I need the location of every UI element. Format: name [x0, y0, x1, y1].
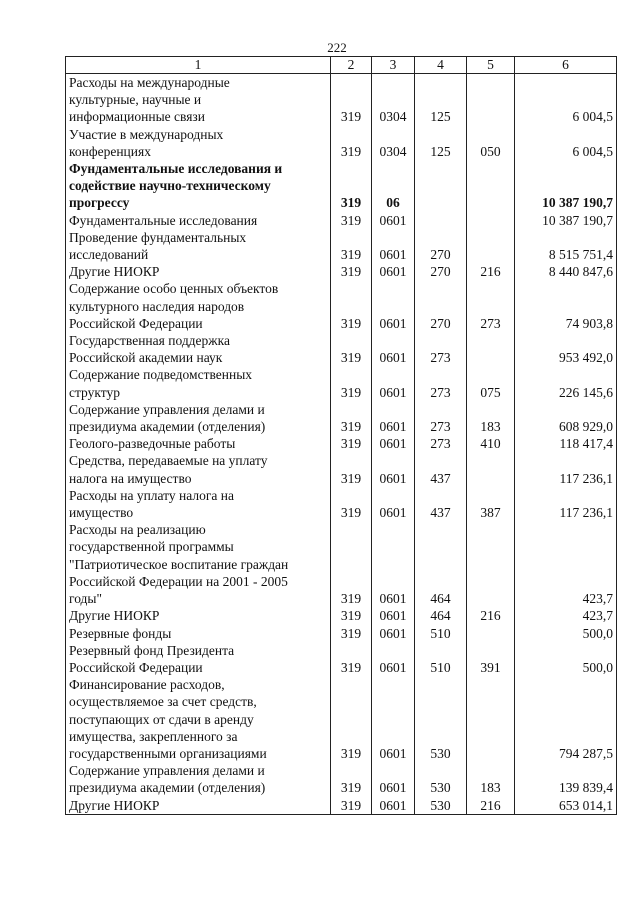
table-row [66, 126, 617, 160]
row-title-line: Резервный фонд Президента [69, 642, 235, 658]
expense-type-code-cell: 391 [467, 642, 515, 676]
row-title [66, 280, 331, 332]
amount-cell: 6 004,5 [515, 126, 617, 160]
table-body [66, 74, 617, 815]
row-title [66, 435, 331, 452]
budget-table [65, 56, 617, 815]
ministry-code-cell: 319 [331, 435, 372, 452]
row-title-line: государственными организациями [69, 745, 267, 761]
section-code-cell: 0601 [372, 401, 415, 435]
table-row [66, 160, 617, 212]
table-row [66, 487, 617, 521]
table-header [66, 57, 617, 74]
expense-type-code-cell [467, 160, 515, 212]
row-title-line: "Патриотическое воспитание граждан [69, 556, 289, 572]
row-title-line: содействие научно-техническому [69, 178, 271, 194]
row-title-line: налога на имущество [69, 470, 192, 486]
table-row [66, 797, 617, 815]
row-title [66, 676, 331, 762]
ministry-code-cell: 319 [331, 401, 372, 435]
section-code-cell: 0601 [372, 366, 415, 400]
target-article-code-cell: 273 [415, 332, 467, 366]
target-article-code-cell [415, 160, 467, 212]
target-article-code-cell: 273 [415, 401, 467, 435]
section-code-cell: 0601 [372, 452, 415, 486]
amount-cell: 423,7 [515, 521, 617, 607]
table-row [66, 280, 617, 332]
ministry-code-cell: 319 [331, 160, 372, 212]
ministry-code-cell: 319 [331, 332, 372, 366]
row-title [66, 762, 331, 796]
row-title [66, 797, 331, 815]
ministry-code-cell: 319 [331, 212, 372, 229]
amount-cell: 6 004,5 [515, 74, 617, 126]
row-title [66, 607, 331, 624]
expense-type-code-cell [467, 229, 515, 263]
expense-type-code-cell: 183 [467, 762, 515, 796]
row-title [66, 625, 331, 642]
row-title [66, 332, 331, 366]
amount-cell: 8 440 847,6 [515, 263, 617, 280]
amount-cell: 117 236,1 [515, 487, 617, 521]
row-title-line: Другие НИОКР [69, 608, 160, 624]
amount-cell: 423,7 [515, 607, 617, 624]
row-title-line: Другие НИОКР [69, 797, 160, 813]
amount-cell: 608 929,0 [515, 401, 617, 435]
column-header: 2 [331, 57, 372, 74]
table-row [66, 263, 617, 280]
section-code-cell: 0601 [372, 676, 415, 762]
table-row [66, 521, 617, 607]
table-row [66, 762, 617, 796]
amount-cell: 794 287,5 [515, 676, 617, 762]
column-header: 3 [372, 57, 415, 74]
row-title-line: информационные связи [69, 109, 205, 125]
expense-type-code-cell: 410 [467, 435, 515, 452]
column-header: 6 [515, 57, 617, 74]
ministry-code-cell: 319 [331, 126, 372, 160]
ministry-code-cell: 319 [331, 521, 372, 607]
row-title-line: имущество [69, 505, 134, 521]
section-code-cell: 0601 [372, 229, 415, 263]
section-code-cell: 0601 [372, 625, 415, 642]
section-code-cell: 0601 [372, 797, 415, 815]
row-title [66, 401, 331, 435]
target-article-code-cell: 125 [415, 126, 467, 160]
amount-cell: 10 387 190,7 [515, 160, 617, 212]
row-title [66, 126, 331, 160]
ministry-code-cell: 319 [331, 366, 372, 400]
row-title-line: исследований [69, 247, 149, 263]
table-row [66, 401, 617, 435]
section-code-cell: 0601 [372, 212, 415, 229]
row-title [66, 74, 331, 126]
table-row [66, 676, 617, 762]
ministry-code-cell: 319 [331, 762, 372, 796]
target-article-code-cell: 273 [415, 435, 467, 452]
target-article-code-cell: 437 [415, 452, 467, 486]
target-article-code-cell: 273 [415, 366, 467, 400]
ministry-code-cell: 319 [331, 642, 372, 676]
section-code-cell: 0601 [372, 607, 415, 624]
ministry-code-cell: 319 [331, 280, 372, 332]
target-article-code-cell: 270 [415, 280, 467, 332]
table-row [66, 366, 617, 400]
target-article-code-cell: 125 [415, 74, 467, 126]
row-title-line: Российской Федерации [69, 659, 203, 675]
row-title-line: Средства, передаваемые на уплату [69, 453, 268, 469]
row-title-line: Геолого-разведочные работы [69, 436, 236, 452]
row-title-line: Расходы на уплату налога на [69, 487, 234, 503]
row-title-line: осуществляемое за счет средств, [69, 694, 257, 710]
amount-cell: 500,0 [515, 625, 617, 642]
target-article-code-cell: 530 [415, 762, 467, 796]
row-title-line: Содержание подведомственных [69, 367, 253, 383]
table-row [66, 642, 617, 676]
row-title-line: государственной программы [69, 539, 234, 555]
expense-type-code-cell [467, 332, 515, 366]
target-article-code-cell: 464 [415, 607, 467, 624]
target-article-code-cell: 270 [415, 229, 467, 263]
row-title-line: культурные, научные и [69, 92, 202, 108]
target-article-code-cell: 530 [415, 797, 467, 815]
row-title [66, 487, 331, 521]
amount-cell: 953 492,0 [515, 332, 617, 366]
row-title-line: культурного наследия народов [69, 298, 245, 314]
row-title-line: Фундаментальные исследования [69, 212, 258, 228]
row-title-line: Содержание особо ценных объектов [69, 281, 279, 297]
expense-type-code-cell [467, 676, 515, 762]
amount-cell: 8 515 751,4 [515, 229, 617, 263]
table-row [66, 607, 617, 624]
expense-type-code-cell: 273 [467, 280, 515, 332]
row-title [66, 366, 331, 400]
section-code-cell: 0601 [372, 487, 415, 521]
ministry-code-cell: 319 [331, 487, 372, 521]
expense-type-code-cell: 216 [467, 263, 515, 280]
expense-type-code-cell [467, 625, 515, 642]
row-title-line: годы" [69, 591, 103, 607]
amount-cell: 226 145,6 [515, 366, 617, 400]
ministry-code-cell: 319 [331, 229, 372, 263]
ministry-code-cell: 319 [331, 797, 372, 815]
expense-type-code-cell [467, 452, 515, 486]
row-title-line: президиума академии (отделения) [69, 419, 266, 435]
row-title-line: Другие НИОКР [69, 264, 160, 280]
row-title [66, 160, 331, 212]
target-article-code-cell [415, 212, 467, 229]
expense-type-code-cell: 050 [467, 126, 515, 160]
row-title-line: Финансирование расходов, [69, 677, 225, 693]
table-row [66, 435, 617, 452]
row-title-line: конференциях [69, 143, 151, 159]
section-code-cell: 0601 [372, 642, 415, 676]
table-row [66, 74, 617, 126]
section-code-cell: 0601 [372, 521, 415, 607]
amount-cell: 500,0 [515, 642, 617, 676]
row-title-line: Российской академии наук [69, 350, 223, 366]
row-title [66, 521, 331, 607]
amount-cell: 653 014,1 [515, 797, 617, 815]
expense-type-code-cell [467, 521, 515, 607]
ministry-code-cell: 319 [331, 74, 372, 126]
row-title-line: прогрессу [69, 195, 130, 211]
table-row [66, 625, 617, 642]
amount-cell: 117 236,1 [515, 452, 617, 486]
expense-type-code-cell: 216 [467, 797, 515, 815]
row-title-line: Участие в международных [69, 126, 224, 142]
ministry-code-cell: 319 [331, 607, 372, 624]
target-article-code-cell: 464 [415, 521, 467, 607]
row-title [66, 263, 331, 280]
row-title [66, 642, 331, 676]
amount-cell: 118 417,4 [515, 435, 617, 452]
section-code-cell: 0601 [372, 435, 415, 452]
table-row [66, 332, 617, 366]
row-title-line: имущества, закрепленного за [69, 728, 238, 744]
expense-type-code-cell [467, 74, 515, 126]
row-title-line: Расходы на реализацию [69, 522, 206, 538]
row-title-line: Содержание управления делами и [69, 401, 265, 417]
section-code-cell: 0601 [372, 332, 415, 366]
table-row [66, 212, 617, 229]
section-code-cell: 0601 [372, 263, 415, 280]
row-title-line: Государственная поддержка [69, 333, 230, 349]
target-article-code-cell: 510 [415, 642, 467, 676]
expense-type-code-cell: 216 [467, 607, 515, 624]
expense-type-code-cell: 183 [467, 401, 515, 435]
row-title-line: президиума академии (отделения) [69, 780, 266, 796]
column-header: 1 [66, 57, 331, 74]
column-header: 4 [415, 57, 467, 74]
expense-type-code-cell [467, 212, 515, 229]
row-title-line: Российской Федерации на 2001 - 2005 [69, 573, 288, 589]
row-title-line: Российской Федерации [69, 315, 203, 331]
amount-cell: 10 387 190,7 [515, 212, 617, 229]
row-title [66, 212, 331, 229]
section-code-cell: 0601 [372, 762, 415, 796]
target-article-code-cell: 510 [415, 625, 467, 642]
section-code-cell: 06 [372, 160, 415, 212]
row-title-line: поступающих от сдачи в аренду [69, 711, 254, 727]
amount-cell: 74 903,8 [515, 280, 617, 332]
row-title-line: Расходы на международные [69, 75, 230, 90]
row-title-line: Фундаментальные исследования и [69, 161, 283, 177]
page-number: 222 [327, 40, 347, 55]
column-header: 5 [467, 57, 515, 74]
amount-cell: 139 839,4 [515, 762, 617, 796]
ministry-code-cell: 319 [331, 452, 372, 486]
expense-type-code-cell: 387 [467, 487, 515, 521]
ministry-code-cell: 319 [331, 676, 372, 762]
section-code-cell: 0601 [372, 280, 415, 332]
row-title-line: Резервные фонды [69, 625, 172, 641]
row-title-line: Проведение фундаментальных [69, 229, 247, 245]
row-title [66, 452, 331, 486]
table-row [66, 452, 617, 486]
row-title [66, 229, 331, 263]
target-article-code-cell: 437 [415, 487, 467, 521]
ministry-code-cell: 319 [331, 625, 372, 642]
row-title-line: Содержание управления делами и [69, 763, 265, 779]
ministry-code-cell: 319 [331, 263, 372, 280]
table-row [66, 229, 617, 263]
target-article-code-cell: 530 [415, 676, 467, 762]
section-code-cell: 0304 [372, 126, 415, 160]
section-code-cell: 0304 [372, 74, 415, 126]
expense-type-code-cell: 075 [467, 366, 515, 400]
target-article-code-cell: 270 [415, 263, 467, 280]
row-title-line: структур [69, 384, 120, 400]
